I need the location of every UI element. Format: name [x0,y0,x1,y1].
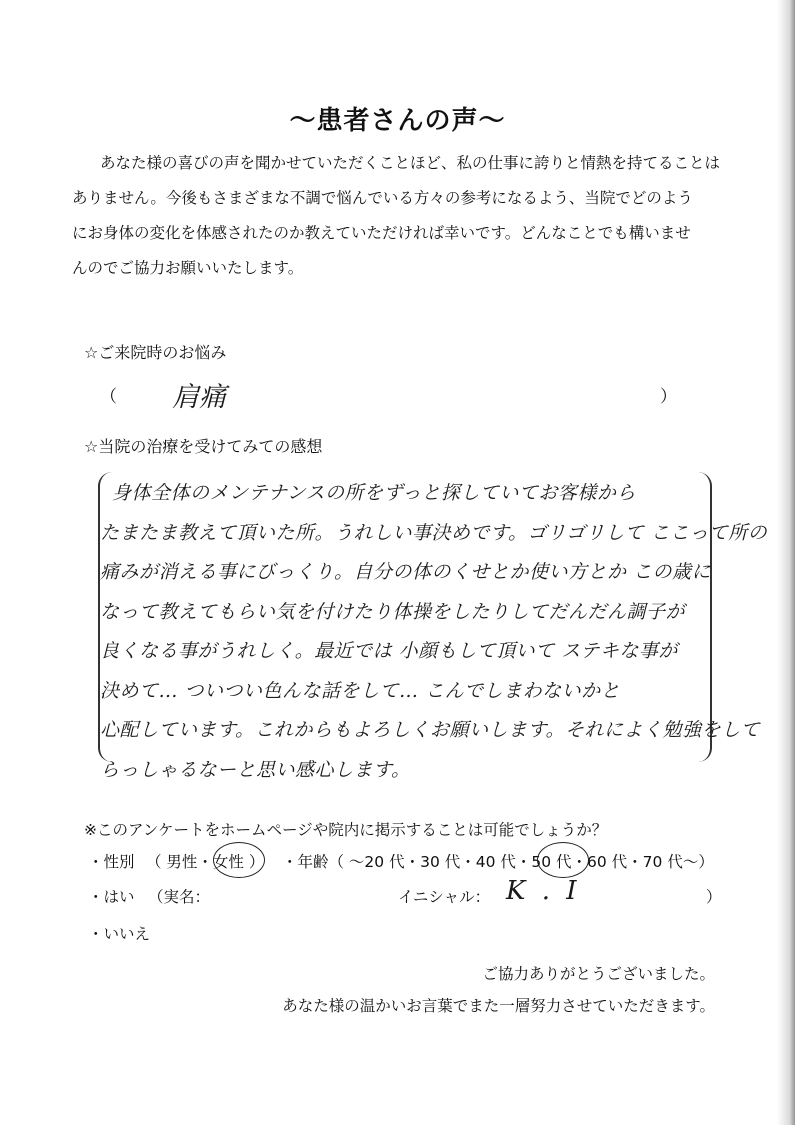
concern-heading: ☆ご来院時のお悩み [84,343,227,362]
scan-edge-shadow [777,0,795,1125]
handwritten-line: らっしゃるなーと思い感心します。 [100,758,411,781]
age-selection-circle [537,842,589,878]
publish-question: ※このアンケートをホームページや院内に掲示することは可能でしょうか？ [84,821,608,839]
thanks-message: ご協力ありがとうございました。 [482,965,715,983]
gender-selection-circle [213,842,265,878]
handwritten-line: たまたま教えて頂いた所。うれしい事決めです。ゴリゴリして ここって所の [100,521,768,544]
initial-label: イニシャル： [398,888,491,906]
intro-line: あなた様の喜びの声を聞かせていただくことほど、私の仕事に誇りと情熱を持てることは [100,154,721,172]
impression-heading: ☆当院の治療を受けてみての感想 [84,437,323,456]
impression-text [100,474,768,790]
initial-value: K . I [506,876,581,906]
handwritten-line: 身体全体のメンテナンスの所をずっと探していてお客様から [112,482,636,504]
gender-options: （ 男性・女性 ） [146,853,265,871]
concern-open-paren: （ [100,387,117,407]
concern-answer: 肩痛 [172,382,226,413]
age-options: ・年齢（ ～20 代・30 代・40 代・50 代・60 代・70 代～） [282,853,714,871]
gender-label: ・性別 [88,853,135,871]
intro-line: ありません。今後もさまざまな不調で悩んでいる方々の参考になるよう、当院でどのよう [72,189,693,207]
intro-line: にお身体の変化を体感されたのか教えていただければ幸いです。どんなことでも構いませ [72,224,691,242]
concern-close-paren: ） [660,387,677,407]
yes-option: ・はい [88,888,135,906]
intro-paragraph [72,146,736,286]
handwritten-line: 痛みが消える事にびっくり。自分の体のくせとか使い方とか この歳に [100,561,712,583]
initial-close-paren: ） [706,888,722,906]
handwritten-line: 心配しています。これからもよろしくお願いします。それによく勉強をして [100,719,760,741]
handwritten-line: 決めて… ついつい色んな話をして… こんでしまわないかと [100,679,621,702]
realname-label: （実名： [148,888,211,906]
no-option: ・いいえ [88,925,151,943]
handwritten-line: 良くなる事がうれしく。最近では 小顔もして頂いて ステキな事が [100,640,678,662]
closing-message: あなた様の温かいお言葉でまた一層努力させていただきます。 [282,997,715,1015]
intro-line: んのでご協力お願いいたします。 [72,259,304,277]
page-title: ～患者さんの声～ [289,106,506,136]
handwritten-line: なって教えてもらい気を付けたり体操をしたりしてだんだん調子が [100,600,686,623]
